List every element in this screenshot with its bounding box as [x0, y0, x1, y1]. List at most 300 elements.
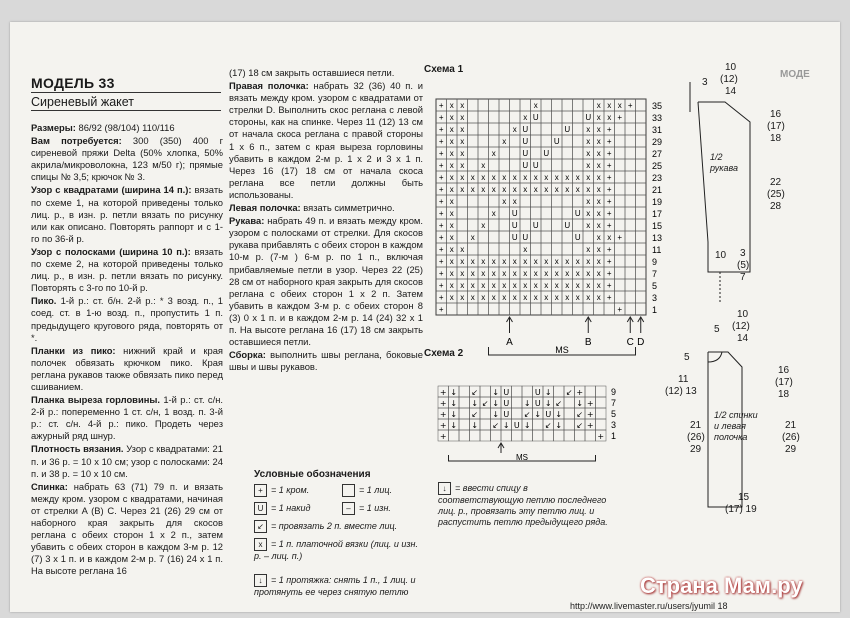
schema2-cell	[554, 386, 565, 397]
schema1-symbol: x	[491, 185, 496, 194]
schema1-symbol: x	[449, 245, 454, 254]
schema1-symbol: x	[449, 125, 454, 134]
schema1-cell	[625, 183, 636, 195]
schema1-cell	[541, 207, 552, 219]
schema2-cell	[585, 430, 596, 441]
schema1-symbol: x	[596, 257, 601, 266]
schema2-cell	[459, 419, 470, 430]
schema1-symbol: x	[502, 197, 507, 206]
col2-paragraph: Правая полочка: набрать 32 (36) 40 п. и вязать между кром. узором с квадратами от стрелки D. Выполнить скос реглана с левой стороны, как на спинке. Через 11 (12) 13 см от начала скоса реглана с правой стороны 1 х 6 п., затем с края выреза горловины убавить в каждом 2-м р. 1 х 2 и 3 х 1 п. Через 16 (17) 18 см от начала скоса реглана все петли должны быть использованы.	[229, 80, 423, 200]
schema1-cell	[583, 99, 594, 111]
legend-item	[254, 538, 424, 562]
schema1-cell	[531, 207, 542, 219]
schema1-symbol: x	[554, 185, 559, 194]
schema1-symbol: x	[544, 269, 549, 278]
schema1-symbol: x	[607, 113, 612, 122]
schema1-cell	[636, 219, 647, 231]
legend-item	[438, 482, 613, 528]
schema1-cell	[636, 159, 647, 171]
schema1-symbol: x	[491, 269, 496, 278]
schema1-symbol: x	[533, 281, 538, 290]
schema1-cell	[489, 99, 500, 111]
schema1-symbol: x	[512, 257, 517, 266]
schema1-symbol: x	[502, 173, 507, 182]
schema1-cell	[468, 207, 479, 219]
schema1-symbol: x	[586, 221, 591, 230]
schema2-cell	[470, 430, 481, 441]
back-label: 1/2 спинки и левая полочка	[714, 410, 758, 442]
back-neck: 5	[684, 352, 690, 363]
schema1-cell	[531, 243, 542, 255]
col1-paragraph: Узор с полосками (ширина 10 п.): вязать по схеме 2, на которой приведены только лиц. р., в изн. р. петли вязать по рисунку. Повторять с 3-го по 10-й р.	[31, 245, 223, 294]
schema1-row-label: 19	[652, 197, 663, 207]
col1-paragraph: Спинка: набрать 63 (71) 79 п. и вязать между кром. узором с квадратами, начиная от стрелки A (B) C. Через 21 (26) 29 см от наборного края закрыть для скосов реглана с обеих сторон 1 х 2 п., затем убавить с обеих сторон в каждом 3-м р. 12 (7) 3 х 1 п. и в каждом 2-м р. 7 (16) 24 х 1 п. На высоте реглана 16	[31, 480, 223, 577]
paragraph-heading: Узор с квадратами (ширина 14 п.):	[31, 184, 192, 196]
schema1-cell	[583, 303, 594, 315]
schema2-cell	[533, 419, 544, 430]
sleeve-top-b: (12)	[720, 74, 738, 85]
schema1-symbol: x	[512, 173, 517, 182]
back-top-a: 10	[737, 309, 749, 320]
schema1-cell	[573, 195, 584, 207]
schema2-symbol: ↓	[555, 410, 563, 419]
schema2-cell	[449, 430, 460, 441]
schema1-symbol: x	[481, 281, 486, 290]
schema1-symbol: +	[606, 137, 612, 146]
schema1-cell	[625, 219, 636, 231]
schema1-cell	[615, 243, 626, 255]
schema1-cell	[457, 207, 468, 219]
schema1-cell	[625, 291, 636, 303]
schema1-symbol: x	[523, 245, 528, 254]
schema1-symbol: +	[617, 113, 623, 122]
schema1-ms-label: MS	[555, 345, 569, 355]
schema1-symbol: x	[491, 149, 496, 158]
back-right1-a: 16	[778, 365, 790, 376]
schema1-arrow-label: A	[506, 337, 513, 348]
schema1-symbol: x	[481, 185, 486, 194]
schema1-symbol: +	[438, 161, 444, 170]
schema1-cell	[615, 255, 626, 267]
schema1-cell	[625, 267, 636, 279]
schema1-cell	[636, 243, 647, 255]
schema1-cell	[510, 303, 521, 315]
schema1-cell	[573, 219, 584, 231]
sleeve-left: 3	[702, 77, 708, 88]
schema1-cell	[552, 207, 563, 219]
schema1-cell	[541, 195, 552, 207]
schema2-symbol: ↙	[555, 399, 563, 408]
schema1-symbol: x	[523, 173, 528, 182]
schema2-symbol: ↓	[523, 421, 531, 430]
legend-text: = 1 протяжка: снять 1 п., 1 лиц. и протянуть ее через снятую петлю	[254, 574, 416, 597]
schema1-cell	[468, 195, 479, 207]
schema1-symbol: +	[606, 173, 612, 182]
schema2-cell	[564, 397, 575, 408]
paragraph-heading: Вам потребуется:	[31, 135, 122, 147]
schema1-cell	[457, 219, 468, 231]
schema2-symbol: ↓	[492, 410, 500, 419]
schema1-cell	[636, 207, 647, 219]
schema1-cell	[489, 123, 500, 135]
legend-symbol-icon	[342, 484, 355, 497]
schema2-symbol: ↙	[544, 421, 552, 430]
schema1-cell	[615, 291, 626, 303]
schema2-chart	[424, 362, 624, 462]
schema1-symbol: x	[449, 233, 454, 242]
schema1-row-label: 17	[652, 209, 663, 219]
schema2-symbol: ↙	[471, 410, 479, 419]
legend-item	[254, 502, 334, 515]
legend-item	[254, 520, 424, 533]
schema2-symbol: ↙	[481, 399, 489, 408]
schema1-symbol: x	[512, 125, 517, 134]
schema1-cell	[499, 219, 510, 231]
schema1-symbol: +	[606, 281, 612, 290]
schema1-symbol: +	[606, 161, 612, 170]
schema1-symbol: x	[565, 269, 570, 278]
schema2-cell	[543, 430, 554, 441]
schema2-symbol: ↙	[576, 421, 584, 430]
schema1-row-label: 5	[652, 281, 658, 291]
schema1-cell	[625, 255, 636, 267]
schema1-symbol: +	[438, 125, 444, 134]
schema1-row-label: 27	[652, 149, 663, 159]
schema1-cell	[573, 123, 584, 135]
schema1-symbol: +	[438, 137, 444, 146]
schema1-symbol: x	[554, 257, 559, 266]
schema1-symbol: +	[438, 293, 444, 302]
schema1-symbol: x	[502, 257, 507, 266]
schema1-symbol: x	[449, 197, 454, 206]
schema1-cell	[499, 159, 510, 171]
schema1-symbol: x	[523, 281, 528, 290]
schema2-symbol: +	[439, 432, 447, 441]
schema1-cell	[615, 195, 626, 207]
schema1-symbol: +	[617, 305, 623, 314]
schema1-cell	[478, 303, 489, 315]
col1-paragraph: Пико. 1-й р.: ст. б/н. 2-й р.: * 3 возд. п., 1 соед. ст. в 1-ю возд. п., пропустить 1 п. предыдущего кругового ряда, повторять от *.	[31, 295, 223, 343]
schema1-symbol: x	[575, 185, 580, 194]
schema1-cell	[468, 135, 479, 147]
schema1-symbol: x	[512, 185, 517, 194]
schema1-cell	[499, 99, 510, 111]
back-right2-c: 29	[785, 444, 797, 455]
schema1-symbol: +	[438, 197, 444, 206]
schema1-cell	[615, 123, 626, 135]
schema2-symbol: +	[439, 421, 447, 430]
schema1-label: Схема 1	[424, 64, 464, 75]
schema1-symbol: +	[606, 125, 612, 134]
schema1-cell	[562, 135, 573, 147]
schema1-cell	[457, 231, 468, 243]
schema1-cell	[541, 231, 552, 243]
schema1-cell	[552, 111, 563, 123]
schema1-cell	[636, 171, 647, 183]
schema1-arrow-label: B	[584, 337, 592, 348]
schema1-cell	[636, 99, 647, 111]
schema2-symbol: +	[439, 388, 447, 397]
schema1-symbol: x	[586, 281, 591, 290]
schema1-symbol: x	[481, 173, 486, 182]
schema1-cell	[489, 303, 500, 315]
schema1-symbol: +	[606, 293, 612, 302]
legend-symbol-icon: –	[342, 502, 355, 515]
legend-symbol-icon: ↓	[438, 482, 451, 495]
schema1-cell	[478, 135, 489, 147]
back-top-c: 14	[737, 333, 749, 344]
schema1-symbol: x	[586, 185, 591, 194]
schema2-cell	[575, 430, 586, 441]
schema1-row-label: 23	[652, 173, 663, 183]
schema1-row-label: 21	[652, 185, 663, 195]
back-bottom-a: 15	[738, 492, 750, 503]
schema1-symbol: x	[523, 293, 528, 302]
schema2-symbol: ↓	[492, 399, 500, 408]
sleeve-bottom: 10	[715, 250, 727, 261]
legend-text: = 1 накид	[271, 502, 311, 513]
schema1-symbol: x	[460, 185, 465, 194]
schema1-symbol: x	[565, 281, 570, 290]
paragraph-heading: Узор с полосками (ширина 10 п.):	[31, 245, 191, 257]
schema1-symbol: x	[470, 173, 475, 182]
schema1-symbol: x	[449, 257, 454, 266]
paragraph-heading: Пико.	[31, 295, 57, 307]
schema1-symbol: x	[481, 257, 486, 266]
schema2-cell	[564, 419, 575, 430]
sleeve-right-b: (17)	[767, 121, 785, 132]
schema1-symbol: x	[512, 281, 517, 290]
schema1-symbol: x	[460, 257, 465, 266]
schema1-cell	[510, 99, 521, 111]
schema2-symbol: ↓	[576, 399, 584, 408]
schema1-cell	[552, 231, 563, 243]
schema2-symbol: U	[534, 388, 541, 397]
schema1-symbol: x	[449, 209, 454, 218]
schema2-cell	[480, 419, 491, 430]
schema1-cell	[625, 135, 636, 147]
schema1-cell	[468, 243, 479, 255]
schema1-symbol: x	[449, 173, 454, 182]
legend-symbol-icon: +	[254, 484, 267, 497]
schema1-symbol: x	[460, 137, 465, 146]
sleeve-bottom-r-b: (5)	[737, 260, 750, 271]
schema1-cell	[636, 303, 647, 315]
schema1-cell	[636, 291, 647, 303]
schema1-cell	[489, 159, 500, 171]
schema1-symbol: x	[586, 245, 591, 254]
sleeve-side-b: (25)	[767, 189, 785, 200]
schema2-ms-label: MS	[516, 453, 528, 462]
schema2-cell	[459, 408, 470, 419]
schema1-cell	[541, 303, 552, 315]
schema1-row-label: 35	[652, 101, 663, 111]
schema1-cell	[510, 159, 521, 171]
schema2-symbol: ↓	[544, 399, 552, 408]
schema1-symbol: x	[460, 101, 465, 110]
schema2-symbol: U	[513, 421, 520, 430]
schema1-cell	[531, 231, 542, 243]
paragraph-heading: Спинка:	[31, 480, 68, 492]
schema1-symbol: U	[564, 221, 571, 230]
schema1-symbol: x	[533, 101, 538, 110]
schema2-cell	[522, 430, 533, 441]
schema1-cell	[562, 147, 573, 159]
back-left2-c: 29	[690, 444, 702, 455]
schema1-row-label: 11	[652, 245, 662, 255]
schema2-symbol: ↙	[492, 421, 500, 430]
schema1-cell	[499, 111, 510, 123]
schema1-cell	[594, 303, 605, 315]
schema1-symbol: x	[596, 209, 601, 218]
schema1-symbol: +	[606, 149, 612, 158]
schema1-cell	[625, 243, 636, 255]
schema2-cell	[459, 386, 470, 397]
schema1-symbol: x	[491, 173, 496, 182]
schema1-symbol: x	[460, 281, 465, 290]
schema1-symbol: x	[481, 293, 486, 302]
schema1-symbol: x	[449, 137, 454, 146]
legend-text: = 1 лиц.	[359, 484, 392, 495]
schema2-cell	[512, 408, 523, 419]
schema1-cell	[573, 111, 584, 123]
schema1-cell	[468, 147, 479, 159]
schema1-symbol: x	[554, 173, 559, 182]
schema1-symbol: x	[586, 161, 591, 170]
schema2-symbol: U	[534, 399, 541, 408]
sleeve-bottom-r-c: 7	[740, 272, 746, 283]
schema1-cell	[478, 123, 489, 135]
schema1-symbol: x	[565, 257, 570, 266]
schema2-symbol: ↓	[450, 388, 458, 397]
schema1-symbol: x	[502, 185, 507, 194]
paragraph-heading: Планки из пико:	[31, 344, 116, 356]
schema1-symbol: x	[523, 257, 528, 266]
schema1-arrow-label: C	[626, 337, 634, 348]
schema1-symbol: x	[491, 257, 496, 266]
schema2-symbol: ↓	[450, 421, 458, 430]
schema1-cell	[615, 219, 626, 231]
schema2-cell	[596, 386, 607, 397]
schema1-symbol: x	[481, 161, 486, 170]
schema1-cell	[531, 303, 542, 315]
schema1-symbol: x	[470, 269, 475, 278]
schema1-symbol: x	[586, 257, 591, 266]
schema1-symbol: U	[522, 233, 529, 242]
schema1-cell	[562, 111, 573, 123]
schema1-symbol: +	[606, 221, 612, 230]
schema1-symbol: +	[606, 269, 612, 278]
schema1-cell	[636, 123, 647, 135]
schema1-symbol: x	[596, 197, 601, 206]
schema2-symbol: ↙	[523, 410, 531, 419]
schema1-symbol: U	[522, 149, 529, 158]
schema1-cell	[552, 99, 563, 111]
legend-title: Условные обозначения	[254, 469, 371, 480]
schema1-cell	[499, 303, 510, 315]
schema2-cell	[564, 408, 575, 419]
schema1-cell	[478, 147, 489, 159]
schema1-symbol: +	[438, 101, 444, 110]
schema1-cell	[468, 123, 479, 135]
schema2-symbol: ↓	[555, 421, 563, 430]
model-name: Сиреневый жакет	[31, 95, 135, 109]
schema1-cell	[541, 111, 552, 123]
schema1-symbol: x	[596, 293, 601, 302]
schema1-row-label: 29	[652, 137, 663, 147]
col1-paragraph: Планки из пико: нижний край и края полочек обвязать крючком пико. Края реглана рукавов также обвязать пико перед сшиванием.	[31, 344, 223, 392]
schema1-cell	[615, 267, 626, 279]
schema1-cell	[604, 303, 615, 315]
sleeve-bottom-r-a: 3	[740, 248, 746, 259]
schema1-symbol: x	[607, 101, 612, 110]
schema1-row-label: 33	[652, 113, 663, 123]
schema1-symbol: x	[586, 293, 591, 302]
schema1-cell	[499, 147, 510, 159]
schema1-symbol: x	[470, 233, 475, 242]
schema2-cell	[501, 430, 512, 441]
schema1-cell	[468, 303, 479, 315]
schema2-symbol: ↓	[544, 388, 552, 397]
schema1-symbol: x	[502, 269, 507, 278]
schema1-symbol: U	[532, 161, 539, 170]
schema1-cell	[489, 219, 500, 231]
schema1-cell	[478, 195, 489, 207]
paragraph-heading: Сборка:	[229, 349, 266, 361]
schema2-symbol: ↓	[471, 399, 479, 408]
schema1-symbol: x	[502, 293, 507, 302]
schema1-cell	[562, 231, 573, 243]
schema1-symbol: +	[438, 185, 444, 194]
schema1-symbol: x	[470, 257, 475, 266]
schema1-cell	[510, 111, 521, 123]
paragraph-heading: Размеры:	[31, 122, 76, 133]
schema1-symbol: x	[554, 269, 559, 278]
schema1-symbol: U	[522, 137, 529, 146]
schema1-cell	[573, 303, 584, 315]
schema2-symbol: +	[439, 399, 447, 408]
subtitle-rule	[31, 110, 221, 111]
schema1-symbol: x	[586, 197, 591, 206]
col1-paragraph: Узор с квадратами (ширина 14 п.): вязать по схеме 1, на которой приведены только лиц. р., в изн. р. петли вязать по рисунку или как описано. Повторять раппорт и с 1-го по 36-й р.	[31, 184, 223, 244]
schema1-cell	[615, 159, 626, 171]
schema1-cell	[615, 171, 626, 183]
schema1-symbol: x	[449, 101, 454, 110]
schema1-symbol: +	[438, 269, 444, 278]
schema1-symbol: U	[532, 221, 539, 230]
schema1-cell	[552, 123, 563, 135]
legend-item	[254, 484, 334, 497]
schema1-symbol: x	[533, 293, 538, 302]
schema1-cell	[562, 195, 573, 207]
schema1-cell	[457, 303, 468, 315]
schema1-cell	[468, 219, 479, 231]
schema1-symbol: +	[438, 305, 444, 314]
schema1-cell	[615, 279, 626, 291]
schema1-row-label: 3	[652, 293, 658, 303]
schema2-row-label: 3	[611, 420, 617, 430]
schema1-symbol: x	[533, 257, 538, 266]
schema1-cell	[499, 231, 510, 243]
col2-paragraph: Рукава: набрать 49 п. и вязать между кром. узором с полосками от стрелки. Для скосов рукава прибавлять с обеих сторон в каждом 10-м р. (7-м ) 6-м р. по 1 п., включая прибавляемые петли в узор. Через 22 (25) 28 см от наборного края закрыть для скосов реглана с обеих сторон 1 х 2 п. Затем убавить в каждом 3-м р. с обеих сторон 8 (3) 0 х 1 п. и в каждом 2-м р. 14 (24) 32 х 1 п. На высоте реглана 16 (17) 18 см закрыть оставшиеся петли.	[229, 215, 423, 348]
schema2-cell	[596, 419, 607, 430]
schema1-cell	[478, 243, 489, 255]
sleeve-top-c: 14	[725, 86, 737, 97]
schema1-symbol: U	[574, 233, 581, 242]
schema1-cell	[489, 135, 500, 147]
schema1-symbol: x	[449, 113, 454, 122]
schema1-symbol: x	[586, 269, 591, 278]
